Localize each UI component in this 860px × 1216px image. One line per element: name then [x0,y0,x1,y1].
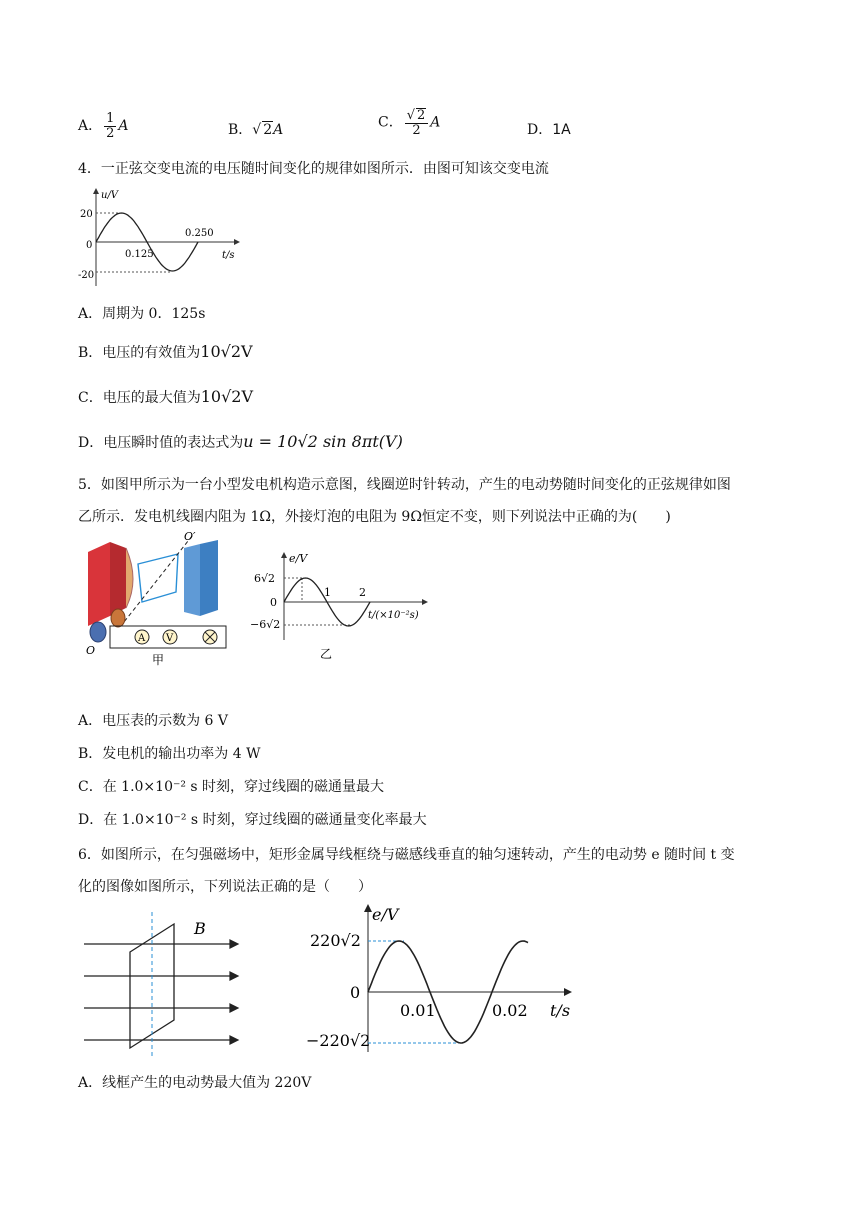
svg-text:O: O [86,644,96,657]
fig-yi-caption: 乙 [320,647,333,661]
q4-option-c: C．电压的最大值为10√2V [78,387,254,406]
svg-text:V: V [166,633,174,644]
q4-origin: 0 [86,240,93,251]
q6-origin: 0 [350,983,361,1002]
q5-stem-line2: 乙所示．发电机线圈内阻为 1Ω，外接灯泡的电阻为 9Ω恒定不变，则下列说法中正确的为( ) [78,509,671,525]
q5-ymin-label: −6√2 [250,618,281,631]
q5-ymax-label: 6√2 [254,572,276,585]
q4-option-d: D．电压瞬时值的表达式为u = 10√2 sin 8πt(V) [78,432,403,451]
q5-option-d: D．在 1.0×10⁻² s 时刻，穿过线圈的磁通量变化率最大 [78,812,427,828]
q5-generator-figure [80,530,240,666]
q4-xlabel: t/s [222,250,235,261]
q4-stem: 4．一正弦交变电流的电压随时间变化的规律如图所示．由图可知该交变电流 [78,161,549,177]
q4-ylabel: u/V [101,190,119,201]
q4-ymax-label: 20 [80,209,93,220]
slip-ring [111,609,125,627]
q4-t1-label: 0.125 [125,249,154,260]
magnet-north-pole [88,542,110,626]
q6-option-a: A．线框产生的电动势最大值为 220V [78,1075,312,1091]
q5-emf-chart [250,552,440,664]
q6-ylabel: e/V [372,905,399,924]
q5-ylabel: e/V [289,552,308,565]
q3-option-b: B．√ 2A [228,122,284,138]
q6-t2-label: 0.02 [492,1001,528,1020]
q3-option-a: A． $\frac{1}{2}$ A [78,111,129,141]
q5-t2-label: 2 [359,586,366,599]
q6-stem-line2: 化的图像如图所示，下列说法正确的是（ ） [78,879,372,895]
fig-jia-caption: 甲 [152,653,165,666]
q6-emf-chart [306,904,576,1054]
q4-option-a: A．周期为 0．125s [78,306,206,322]
q5-option-a: A．电压表的示数为 6 V [78,713,229,729]
q6-field-figure [80,912,250,1058]
q6-ymin-label: −220√2 [306,1031,371,1050]
q6-stem-line1: 6．如图所示，在匀强磁场中，矩形金属导线框绕与磁感线垂直的轴匀速转动，产生的电动势 e 随时间 t 变 [78,847,735,863]
magnet-south-pole [200,540,218,616]
q5-xlabel: t/(×10⁻²s) [368,610,419,621]
q6-t1-label: 0.01 [400,1001,436,1020]
q5-stem-line1: 5．如图甲所示为一台小型发电机构造示意图，线圈逆时针转动，产生的电动势随时间变化的正弦规律如图 [78,477,731,493]
rotation-axis [124,536,192,622]
q5-option-b: B．发电机的输出功率为 4 W [78,746,261,762]
q4-ymin-label: -20 [78,270,95,281]
q5-option-c: C．在 1.0×10⁻² s 时刻，穿过线圈的磁通量最大 [78,779,385,795]
svg-text:A: A [138,633,146,644]
svg-text:O′: O′ [184,530,196,543]
q6-xlabel: t/s [550,1001,571,1020]
q4-sine-chart [70,186,250,290]
q5-origin: 0 [270,596,277,609]
q6-ymax-label: 220√2 [310,931,361,950]
coil [138,554,178,602]
slip-ring [90,622,106,642]
field-label-b: B [194,919,206,938]
q4-option-b: B．电压的有效值为10√2V [78,342,253,361]
q4-t2-label: 0.250 [185,228,214,239]
q3-option-c: C． $\frac{√ 2}{2}$ A [378,108,441,138]
q3-option-d: D．1A [527,122,571,138]
q5-t1-label: 1 [324,586,331,599]
